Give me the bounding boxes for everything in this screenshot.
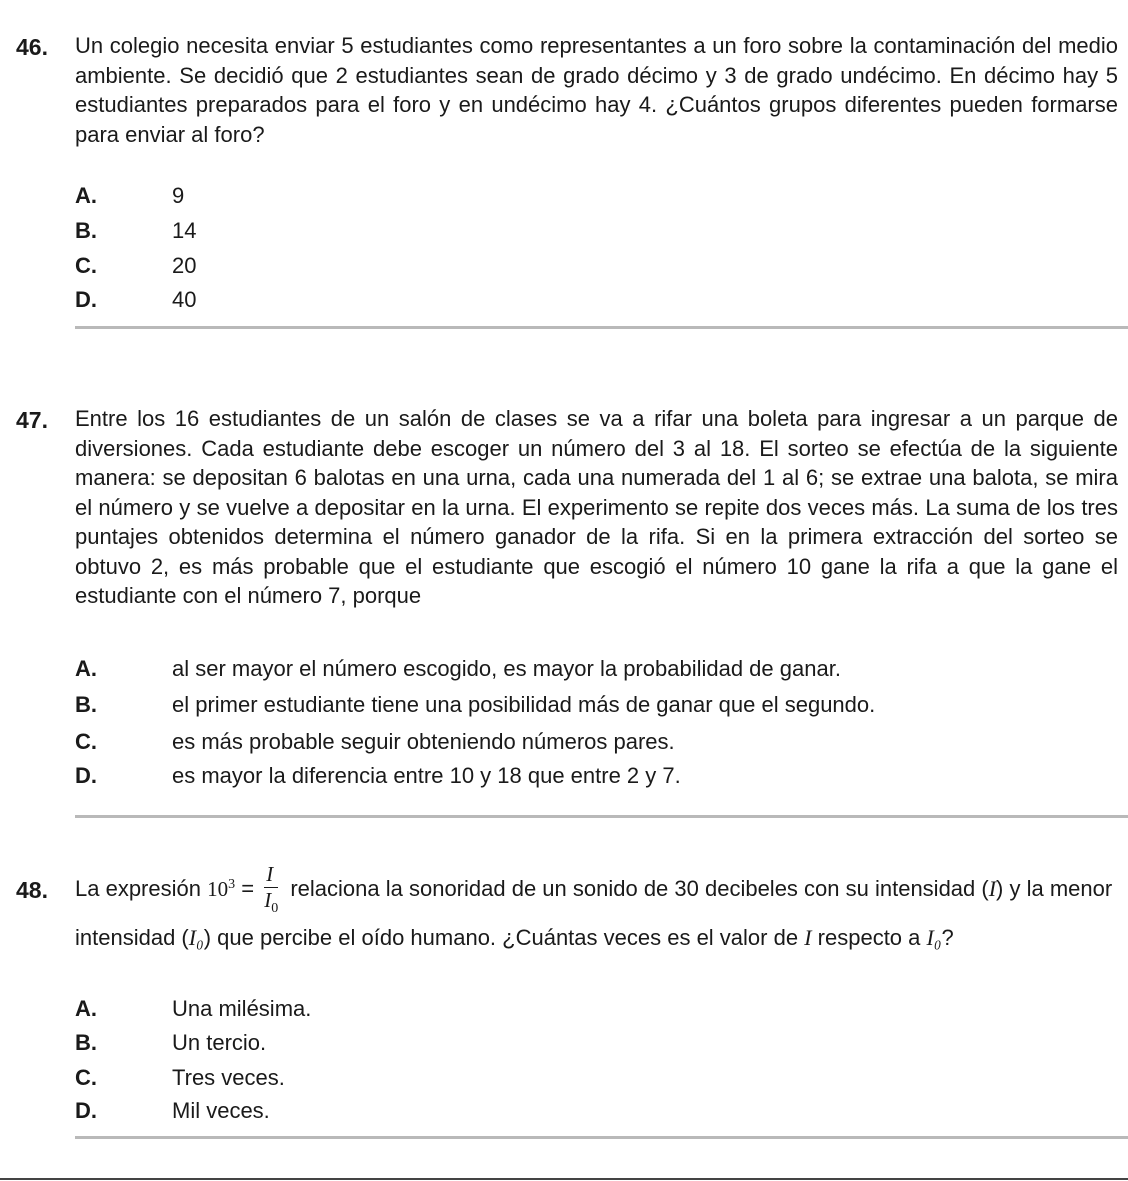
option-c[interactable] [75, 727, 675, 757]
question-number: 48. [16, 877, 48, 903]
option-letter: D. [75, 763, 97, 788]
option-c[interactable] [75, 251, 197, 281]
question-text-part: relaciona la sonoridad de un sonido de 30 decibeles con su intensidad ( [290, 876, 989, 901]
option-b[interactable] [75, 1028, 267, 1058]
option-a[interactable] [75, 181, 185, 211]
fraction-denominator: $I_0$ [264, 888, 279, 917]
option-letter: A. [75, 996, 97, 1021]
section-divider [75, 815, 1128, 818]
option-text: Una milésima. [172, 996, 312, 1021]
option-text: es más probable seguir obteniendo números pares. [172, 729, 675, 754]
formula-power: $10^3$ [207, 877, 236, 901]
option-letter: C. [75, 253, 97, 278]
question-text-part: respecto a [817, 925, 921, 951]
option-d[interactable] [75, 761, 681, 791]
question-text: Entre los 16 estudiantes de un salón de clases se va a rifar una boleta para ingresar a un parque de diversiones. Cada estudiante debe escoger un número del 3 al 18. El sorteo se efectúa de la siguiente manera: se depositan 6 balotas en una urna, cada una numerada del 1 al 6; se extrae una balota, se mira el número y se vuelve a depositar en la urna. El experimento se repite dos veces más. La suma de los tres puntajes obtenidos determina el número ganador de la rifa. Si en la primera extracción del sorteo se obtuvo 2, es más probable que el estudiante que escogió el número 10 gane la rifa a que la gane el estudiante con el número 7, porque [75, 406, 1118, 608]
option-letter: D. [75, 1098, 97, 1123]
option-text: Mil veces. [172, 1098, 270, 1123]
symbol-intensity: I [988, 876, 997, 901]
option-text: 40 [172, 287, 197, 312]
option-a[interactable] [75, 654, 841, 684]
symbol-min-intensity: I₀ [188, 925, 204, 951]
page-bottom-line [0, 1178, 1128, 1180]
option-text: Un tercio. [172, 1030, 267, 1055]
option-a[interactable] [75, 994, 312, 1024]
option-text: es mayor la diferencia entre 10 y 18 que entre 2 y 7. [172, 763, 681, 788]
option-text: 9 [172, 183, 185, 208]
option-text: 20 [172, 253, 197, 278]
question-text-part: ? [941, 925, 954, 951]
option-b[interactable] [75, 216, 197, 246]
option-text: Tres veces. [172, 1065, 285, 1090]
fraction-numerator: I [264, 864, 278, 888]
question-number: 46. [16, 34, 48, 60]
question-text-part: ) que percibe el oído humano. ¿Cuántas veces es el valor de [203, 925, 799, 951]
option-letter: A. [75, 183, 97, 208]
question-text [75, 863, 1118, 960]
option-d[interactable] [75, 285, 197, 315]
option-text: 14 [172, 218, 197, 243]
option-letter: B. [75, 692, 97, 717]
option-c[interactable] [75, 1063, 285, 1093]
option-letter: C. [75, 729, 97, 754]
question-text-part: ) y la menor intensidad ( [75, 876, 1113, 951]
symbol-min-intensity: I₀ [926, 925, 942, 951]
option-text: al ser mayor el número escogido, es mayor la probabilidad de ganar. [172, 656, 841, 681]
option-b[interactable] [75, 690, 876, 720]
option-letter: C. [75, 1065, 97, 1090]
formula-fraction [264, 864, 278, 916]
option-letter: B. [75, 1030, 97, 1055]
option-text: el primer estudiante tiene una posibilidad más de ganar que el segundo. [172, 692, 876, 717]
symbol-intensity: I [804, 925, 812, 951]
option-letter: A. [75, 656, 97, 681]
option-letter: D. [75, 287, 97, 312]
formula-equals: = [241, 876, 255, 901]
question-number: 47. [16, 407, 48, 433]
question-text-part: La expresión [75, 876, 201, 901]
option-d[interactable] [75, 1096, 270, 1126]
section-divider [75, 1136, 1128, 1139]
section-divider [75, 326, 1128, 329]
option-letter: B. [75, 218, 97, 243]
question-text: Un colegio necesita enviar 5 estudiantes como representantes a un foro sobre la contaminación del medio ambiente. Se decidió que 2 estudiantes sean de grado décimo y 3 de grado undécimo. En décimo hay 5 estudiantes preparados para el foro y en undécimo hay 4. ¿Cuántos grupos diferentes pueden formarse para enviar al foro? [75, 33, 1118, 147]
